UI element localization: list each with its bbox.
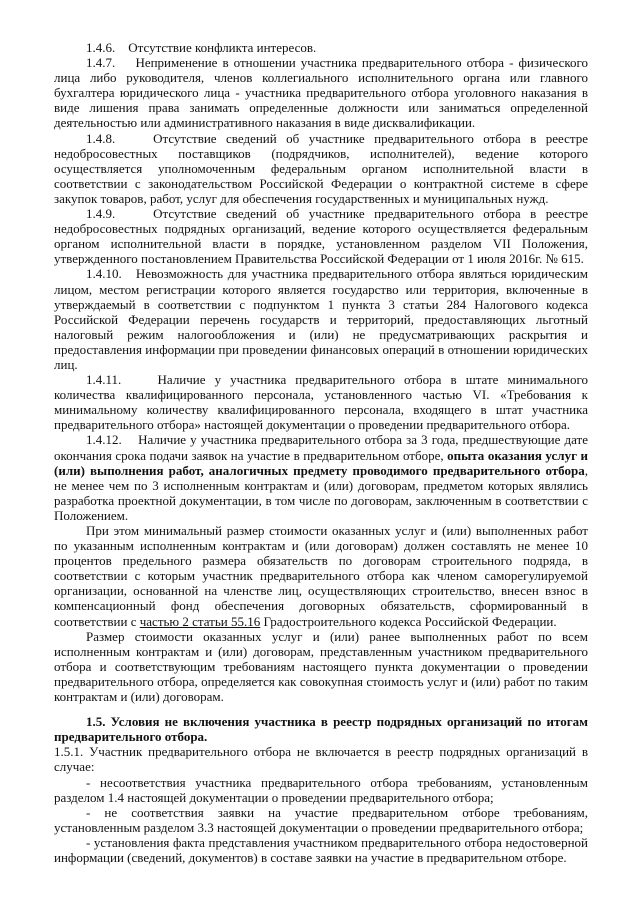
clause-1-4-10 bbox=[54, 266, 588, 372]
clause-text: Неприменение в отношении участника предварительного отбора - физического лица либо руководителя, членов коллегиального исполнительного органа или главного бухгалтера юридического лица - участника предварительного отбора уголовного наказания в виде лишения права занимать определенные должности или заниматься определенной деятельностью или административного наказания в виде дисквалификации. bbox=[54, 55, 589, 131]
paragraph-text-continued: Градостроительного кодекса Российской Федерации. bbox=[260, 613, 557, 629]
section-1-5-heading: 1.5. Условия не включения участника в реестр подрядных организаций по итогам предварительного отбора. bbox=[54, 714, 588, 745]
clause-1-4-11 bbox=[54, 372, 588, 432]
clause-number: 1.4.11. bbox=[86, 372, 122, 388]
clause-1-4-9 bbox=[54, 206, 588, 266]
clause-text: Отсутствие сведений об участнике предварительного отбора в реестре недобросовестных подрядных организаций, ведение которого осуществляется федеральным органом исполнительной власти в порядке, установленном разделом VII Положения, утвержденного постановлением Правительства Российской Федерации от 1 июля 2016г. № 615. bbox=[54, 206, 588, 267]
bullet-text: - несоответствия участника предварительного отбора требованиям, установленным разделом 1.4 настоящей документации о проведении предварительного отбора; bbox=[54, 774, 588, 805]
code-reference-link[interactable]: частью 2 статьи 55.16 bbox=[139, 613, 261, 629]
clause-1-4-12 bbox=[54, 432, 588, 523]
clause-1-4-8 bbox=[54, 131, 588, 206]
clause-text: Невозможность для участника предварительного отбора являться юридическим лицом, местом регистрации которого является государство или территория, включенные в утверждаемый в соответствии с подпунктом 1 пункта 3 статьи 284 Налогового кодекса Российской Федерации перечень государств и территорий, предоставляющих льготный налоговый режим налогообложения и (или) не предусматривающих раскрытия и предоставления информации при проведении финансовых операций в отношении юридических лиц. bbox=[54, 266, 589, 372]
clause-text: Наличие у участника предварительного отбора за 3 года, предшествующие дате окончания срока подачи заявок на участие в предварительном отборе, bbox=[54, 432, 588, 463]
bullet-text: - установления факта представления участником предварительного отбора недостоверной информации (сведений, документов) в составе заявки на участие в предварительном отборе. bbox=[54, 834, 588, 865]
clause-number: 1.4.10. bbox=[86, 266, 122, 282]
minimum-cost-paragraph bbox=[54, 523, 588, 629]
cost-size-paragraph bbox=[54, 629, 588, 704]
clause-number: 1.4.12. bbox=[86, 432, 122, 448]
clause-number: 1.4.6. bbox=[86, 40, 116, 55]
exclusion-bullet-3 bbox=[54, 835, 588, 865]
clause-text: Отсутствие сведений об участнике предварительного отбора в реестре недобросовестных поставщиков (подрядчиков, исполнителей), ведение которого осуществляется уполномоченным федеральным органом исполнительной власти в соответствии с законодательством Российской Федерации о контрактной системе в сфере закупок товаров, работ, услуг для обеспечения государственных и муниципальных нужд. bbox=[54, 130, 588, 206]
clause-text: 1.5.1. Участник предварительного отбора не включается в реестр подрядных организаций в случае: bbox=[54, 744, 588, 775]
clause-bold-text: опыта оказания услуг и (или) выполнения работ, аналогичных предмету проводимого предварительного отбора bbox=[54, 447, 588, 478]
bullet-text: - не соответствия заявки на участие предварительном отборе требованиям, установленным разделом 3.3 настоящей документации о проведении предварительного отбора; bbox=[54, 804, 588, 835]
exclusion-bullet-2 bbox=[54, 805, 588, 835]
paragraph-text: Размер стоимости оказанных услуг и (или) ранее выполненных работ по всем исполненным контрактам и (или) договорам, представленным участником предварительного отбора и соответствующим требованиям настоящего пункта документации о проведении предварительного отбора, определяется как совокупная стоимость услуг и (или) работ по таким контрактам и (или) договорам. bbox=[54, 628, 588, 705]
clause-text: Отсутствие конфликта интересов. bbox=[128, 40, 317, 55]
clause-1-5-1 bbox=[54, 744, 588, 774]
clause-number: 1.4.7. bbox=[86, 55, 116, 71]
clause-text: Наличие у участника предварительного отбора в штате минимального количества квалифицированного персонала, установленного частью VI. «Требования к минимальному количеству квалифицированного персонала, входящего в штат участника предварительного отбора» настоящей документации о проведении предварительного отбора. bbox=[54, 372, 589, 433]
clause-number: 1.4.8. bbox=[86, 130, 116, 146]
exclusion-bullet-1 bbox=[54, 775, 588, 805]
clause-1-4-7 bbox=[54, 55, 588, 130]
clause-1-4-6 bbox=[54, 40, 588, 55]
paragraph-text: При этом минимальный размер стоимости оказанных услуг и (или) выполненных работ по указанным исполненным контрактам и (или договорам) должен составлять не менее 10 процентов предельного размера обязательств по договорам строительного подряда, в соответствии с которым участник предварительного отбора как членом саморегулируемой организации, основанной на членстве лиц, осуществляющих строительство, внесен взнос в компенсационный фонд обеспечения договорных обязательств, сформированный в соответствии с bbox=[54, 523, 588, 629]
clause-text-continued: , не менее чем по 3 исполненным контрактам и (или) договорам, предметом которых являлись разработка проектной документации, в том числе по договорам, заключенным в соответствии с Положением. bbox=[54, 462, 588, 523]
clause-number: 1.4.9. bbox=[86, 206, 116, 222]
